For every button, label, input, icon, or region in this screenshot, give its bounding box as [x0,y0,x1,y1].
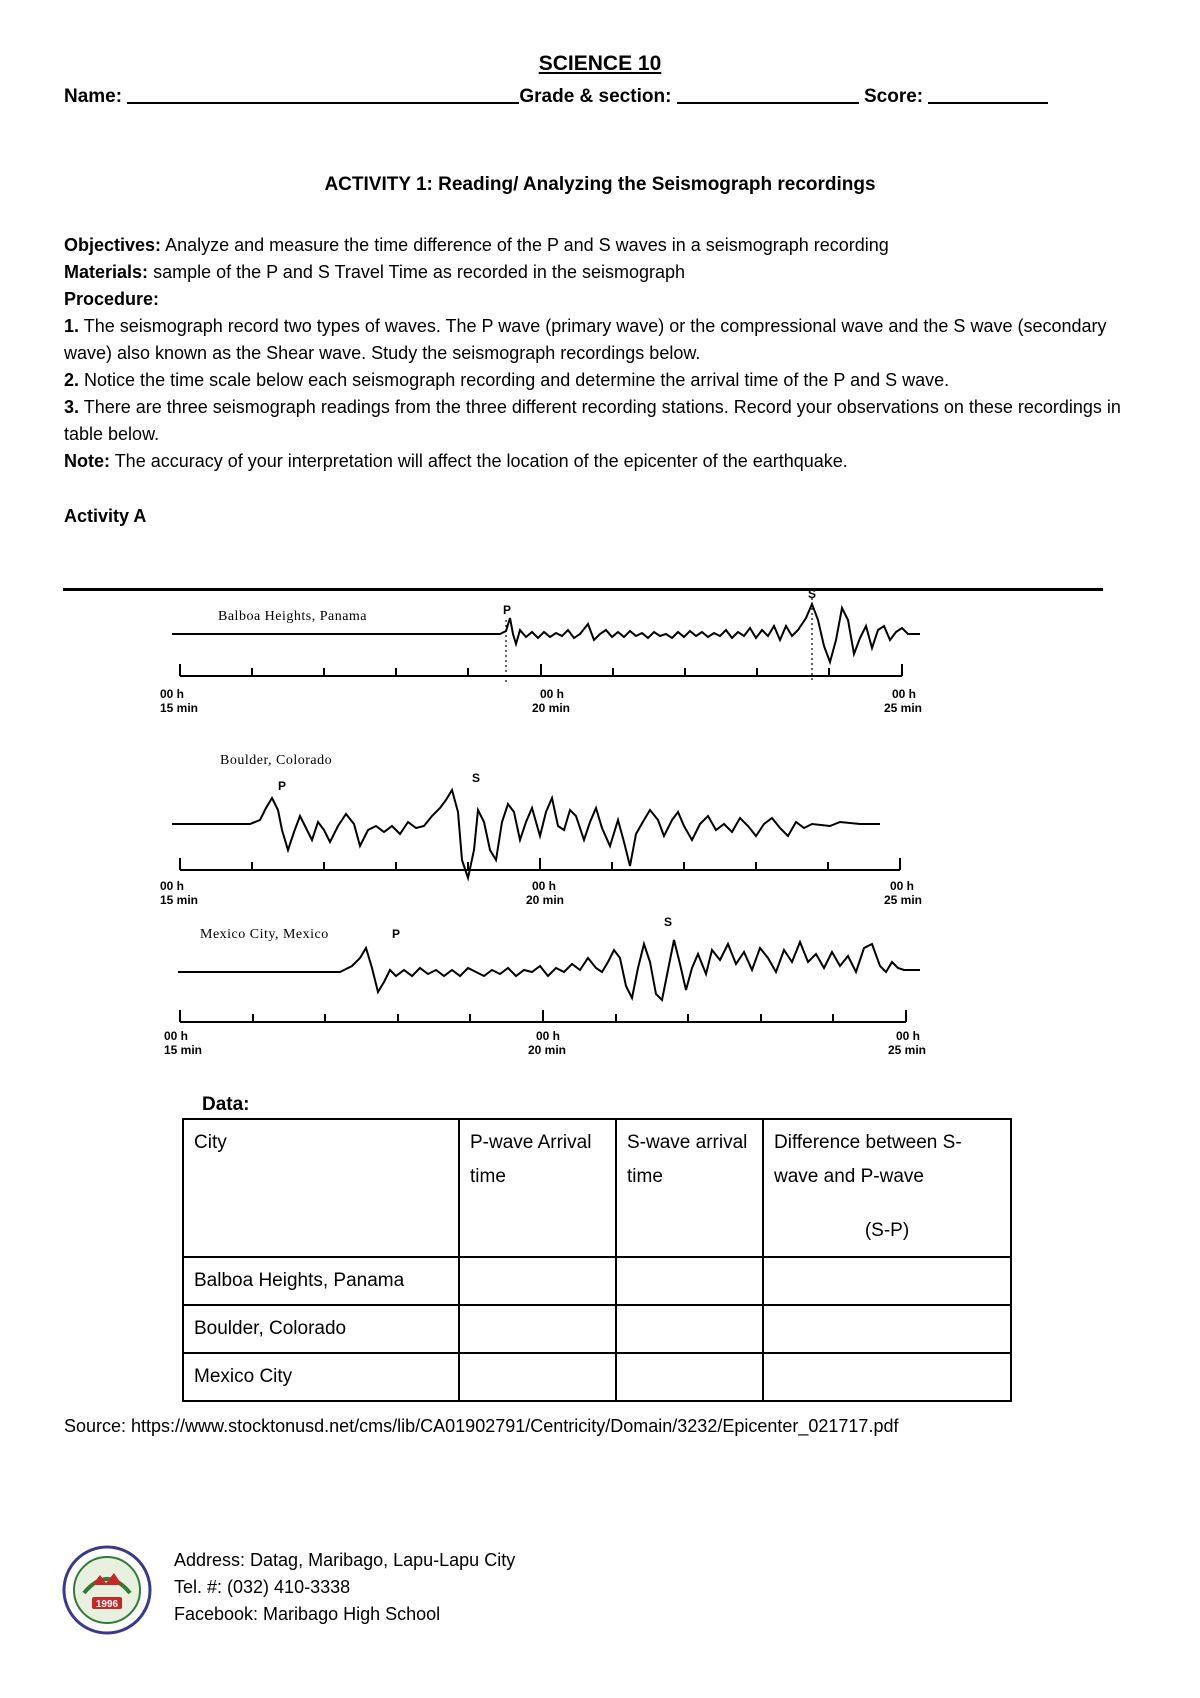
tick-label-h: 00 h [532,879,557,893]
tick-label-min: 20 min [526,893,565,907]
tick-label-h: 00 h [540,687,565,701]
seismic-trace [178,940,920,1000]
header-s-wave: S-wave arrival time [616,1119,763,1257]
activity-a-label: Activity A [64,506,147,526]
header-difference: Difference between S-wave and P-wave (S-P) [763,1119,1011,1257]
table-header-row [183,1119,1011,1257]
tick-label-min: 15 min [160,701,199,715]
source-citation: Source: https://www.stocktonusd.net/cms/lib/CA01902791/Centricity/Domain/3232/Epicenter_021717.pdf [64,1416,899,1436]
tick-label-min: 15 min [160,893,199,907]
footer-address: Address: Datag, Maribago, Lapu-Lapu City [174,1550,516,1570]
seismograph-balboa [160,587,1040,750]
objectives-text: Analyze and measure the time difference of the P and S waves in a seismograph recording [165,235,889,255]
p-wave-marker: P [503,603,512,617]
name-label: Name: [64,86,123,107]
materials-label: Materials: [64,262,149,282]
student-info-line [64,84,1048,108]
school-logo-icon [62,1545,152,1635]
header-s-p-note: (S-P) [864,1220,910,1241]
difference-cell[interactable] [763,1257,1011,1305]
data-table [182,1118,1012,1402]
footer-facebook: Facebook: Maribago High School [174,1604,441,1624]
tick-label-h: 00 h [896,1029,921,1043]
tick-label-min: 25 min [884,701,923,715]
axis-ticks [180,664,902,676]
station-label: Boulder, Colorado [220,753,333,768]
tick-label-h: 00 h [160,879,185,893]
tick-label-h: 00 h [890,879,915,893]
tick-label-h: 00 h [160,687,185,701]
tick-label-h: 00 h [892,687,917,701]
p-wave-marker: P [392,927,401,941]
header-p-wave: P-wave Arrival time [459,1119,616,1257]
tick-label-h: 00 h [536,1029,561,1043]
objectives [64,232,1144,259]
seismograph-boulder [160,750,1040,910]
name-blank[interactable] [127,84,519,104]
grade-label: Grade & section: [519,86,672,107]
row-city: Mexico City [183,1353,459,1401]
activity-title: ACTIVITY 1: Reading/ Analyzing the Seismograph recordings [324,174,876,195]
table-row [183,1305,1011,1353]
s-arrival-cell[interactable] [616,1257,763,1305]
axis-ticks [180,1010,906,1022]
s-wave-marker: S [472,771,481,785]
tick-label-min: 20 min [528,1043,567,1057]
score-label: Score: [863,86,924,107]
seismograph-mexico [160,910,1040,1070]
procedure-step-2: 2. Notice the time scale below each seismograph recording and determine the arrival time of the P and S wave. [64,370,950,390]
row-city: Balboa Heights, Panama [183,1257,459,1305]
score-blank[interactable] [928,84,1048,104]
page-title: SCIENCE 10 [538,52,662,75]
table-row [183,1353,1011,1401]
footer-tel: Tel. #: (032) 410-3338 [174,1577,351,1597]
difference-cell[interactable] [763,1353,1011,1401]
tick-label-min: 25 min [888,1043,927,1057]
p-arrival-cell[interactable] [459,1353,616,1401]
materials-text: sample of the P and S Travel Time as recorded in the seismograph [153,262,686,282]
station-label: Mexico City, Mexico [200,927,329,942]
table-row [183,1257,1011,1305]
procedure-step-1: 1. The seismograph record two types of waves. The P wave (primary wave) or the compressional wave and the S wave (secondary wave) also known as the Shear wave. Study the seismograph recordings below. [64,316,1107,363]
axis-ticks [180,858,900,870]
station-label: Balboa Heights, Panama [218,609,368,624]
tick-label-h: 00 h [164,1029,189,1043]
data-label: Data: [202,1094,250,1115]
note-text: The accuracy of your interpretation will affect the location of the epicenter of the earthquake. [114,451,848,471]
tick-label-min: 15 min [164,1043,203,1057]
p-arrival-cell[interactable] [459,1305,616,1353]
note-label: Note: [64,451,110,471]
s-arrival-cell[interactable] [616,1305,763,1353]
procedure-label: Procedure: [64,289,160,309]
tick-label-min: 25 min [884,893,923,907]
s-wave-marker: S [808,587,817,601]
row-city: Boulder, Colorado [183,1305,459,1353]
header-city: City [183,1119,459,1257]
grade-blank[interactable] [677,84,859,104]
difference-cell[interactable] [763,1305,1011,1353]
logo-year: 1996 [95,1599,119,1610]
objectives-label: Objectives: [64,235,162,255]
s-arrival-cell[interactable] [616,1353,763,1401]
note [64,448,1144,475]
s-wave-marker: S [664,915,673,929]
materials [64,259,1144,286]
tick-label-min: 20 min [532,701,571,715]
p-wave-marker: P [278,779,287,793]
procedure-step-3: 3. There are three seismograph readings from the three different recording stations. Record your observations on these recordings in table below. [64,397,1121,444]
seismic-trace [172,790,880,878]
p-arrival-cell[interactable] [459,1257,616,1305]
